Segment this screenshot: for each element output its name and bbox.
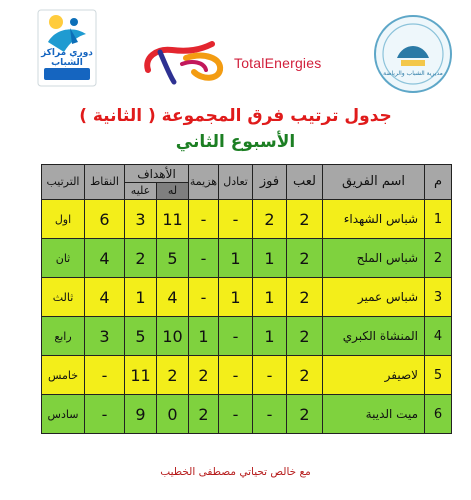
table-row [42,239,452,278]
row-index: 1 [425,200,452,239]
row-win: 1 [253,317,287,356]
row-points: 6 [85,200,125,239]
row-goals-against: 1 [125,278,157,317]
row-draw: - [219,395,253,434]
row-loss: - [189,239,219,278]
row-loss: 1 [189,317,219,356]
table-row [42,317,452,356]
header-goals: الأهداف [125,165,189,183]
row-rank: ثان [42,239,85,278]
header-goals-against: عليه [125,183,157,200]
totalenergies-logo-icon [142,40,228,86]
row-goals-for: 5 [157,239,189,278]
header-draw: تعادل [219,165,253,200]
row-goals-against: 2 [125,239,157,278]
row-played: 2 [287,200,323,239]
row-rank: سادس [42,395,85,434]
credit-line: مع خالص تحياتي مصطفى الخطيب [160,466,311,478]
table-row [42,395,452,434]
brand-name: TotalEnergies [234,55,322,71]
row-points: 3 [85,317,125,356]
row-goals-for: 0 [157,395,189,434]
row-draw: - [219,356,253,395]
row-points: 4 [85,239,125,278]
row-team: شباس الملح [323,239,425,278]
row-team: شباس عمير [323,278,425,317]
page-title: جدول ترتيب فرق المجموعة ( الثانية ) [79,106,392,126]
header-win: فوز [253,165,287,200]
row-points: - [85,395,125,434]
row-goals-for: 10 [157,317,189,356]
row-goals-against: 3 [125,200,157,239]
row-played: 2 [287,317,323,356]
row-played: 2 [287,395,323,434]
header-team: اسم الفريق [323,165,425,200]
row-index: 4 [425,317,452,356]
row-goals-against: 11 [125,356,157,395]
row-team: لاصيفر [323,356,425,395]
standings-table [41,164,452,434]
row-rank: ثالث [42,278,85,317]
table-row [42,200,452,239]
row-played: 2 [287,239,323,278]
seal-icon [371,12,455,96]
row-draw: - [219,200,253,239]
row-team: شباس الشهداء [323,200,425,239]
row-index: 6 [425,395,452,434]
row-draw: - [219,317,253,356]
row-win: - [253,395,287,434]
row-played: 2 [287,278,323,317]
row-goals-for: 4 [157,278,189,317]
row-goals-against: 5 [125,317,157,356]
row-loss: 2 [189,395,219,434]
row-index: 5 [425,356,452,395]
header-goals-for: له [157,183,189,200]
table-row [42,356,452,395]
league-logo-text: دوري مراكز الشباب [41,48,93,68]
row-win: - [253,356,287,395]
header-loss: هزيمة [189,165,219,200]
header-played: لعب [287,165,323,200]
row-loss: - [189,200,219,239]
row-index: 2 [425,239,452,278]
row-rank: اول [42,200,85,239]
row-rank: رابع [42,317,85,356]
directorate-seal [371,12,455,96]
row-win: 1 [253,239,287,278]
row-win: 2 [253,200,287,239]
row-loss: - [189,278,219,317]
row-draw: 1 [219,278,253,317]
row-played: 2 [287,356,323,395]
row-goals-against: 9 [125,395,157,434]
seal-text: مديرية الشباب والرياضة [383,70,443,77]
header-rank: الترتيب [42,165,85,200]
row-index: 3 [425,278,452,317]
row-points: 4 [85,278,125,317]
row-loss: 2 [189,356,219,395]
row-draw: 1 [219,239,253,278]
header-index: م [425,165,452,200]
league-logo [34,8,100,88]
row-points: - [85,356,125,395]
row-rank: خامس [42,356,85,395]
row-goals-for: 2 [157,356,189,395]
row-team: المنشاة الكبري [323,317,425,356]
header-points: النقاط [85,165,125,200]
row-win: 1 [253,278,287,317]
row-goals-for: 11 [157,200,189,239]
table-row [42,278,452,317]
page-subtitle: الأسبوع الثاني [175,132,296,152]
brand [142,40,321,86]
row-team: ميت الديبة [323,395,425,434]
